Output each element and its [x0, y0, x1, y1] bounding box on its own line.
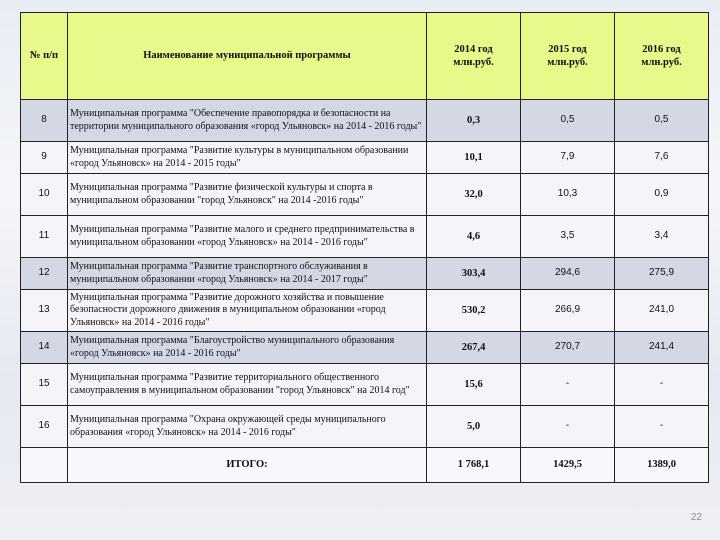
row-num: 10	[21, 174, 68, 216]
row-name: Муниципальная программа "Развитие дорожного хозяйства и повышение безопасности дорожного движения в муниципальном образовании «город Ульяновск» на 2014 - 2016 годы"	[68, 290, 427, 332]
row-value-2016: 275,9	[615, 258, 709, 290]
row-value-2015: 3,5	[521, 216, 615, 258]
table-row	[21, 258, 709, 290]
row-value-2016: 7,6	[615, 142, 709, 174]
row-value-2016: -	[615, 406, 709, 448]
row-value-2015: 7,9	[521, 142, 615, 174]
row-num: 13	[21, 290, 68, 332]
row-name: Муниципальная программа "Развитие физической культуры и спорта в муниципальном образовании "город Ульяновск" на 2014 -2016 годы"	[68, 174, 427, 216]
table-row	[21, 100, 709, 142]
row-value-2014: 32,0	[427, 174, 521, 216]
row-num: 14	[21, 332, 68, 364]
row-num: 15	[21, 364, 68, 406]
total-value-2015: 1429,5	[521, 448, 615, 483]
row-value-2014: 10,1	[427, 142, 521, 174]
row-value-2015: -	[521, 406, 615, 448]
header-num: № п/п	[21, 13, 68, 100]
row-name: Муниципальная программа "Развитие территориального общественного самоуправления в муниципальном образовании "город Ульяновск" на 2014 год"	[68, 364, 427, 406]
row-value-2015: 294,6	[521, 258, 615, 290]
row-value-2015: 0,5	[521, 100, 615, 142]
row-name: Муниципальная программа "Развитие малого и среднего предпринимательства в муниципальном образовании «город Ульяновск» на 2014 - 2016 годы"	[68, 216, 427, 258]
row-value-2014: 4,6	[427, 216, 521, 258]
table-row	[21, 216, 709, 258]
table-header-row	[21, 13, 709, 100]
total-empty-cell	[21, 448, 68, 483]
row-value-2015: 10,3	[521, 174, 615, 216]
row-name: Муниципальная программа "Развитие транспортного обслуживания в муниципальном образовании «город Ульяновск» на 2014 - 2017 годы"	[68, 258, 427, 290]
page-number: 22	[690, 512, 702, 523]
row-value-2014: 5,0	[427, 406, 521, 448]
table-row	[21, 406, 709, 448]
row-value-2016: 241,0	[615, 290, 709, 332]
total-value-2016: 1389,0	[615, 448, 709, 483]
row-name: Муниципальная программа "Обеспечение правопорядка и безопасности на территории муниципального образования «город Ульяновск» на 2014 - 2016 годы"	[68, 100, 427, 142]
table-row	[21, 332, 709, 364]
row-value-2015: -	[521, 364, 615, 406]
row-value-2015: 266,9	[521, 290, 615, 332]
row-num: 12	[21, 258, 68, 290]
total-row	[21, 448, 709, 483]
table-row	[21, 364, 709, 406]
table-row	[21, 290, 709, 332]
total-label: ИТОГО:	[68, 448, 427, 483]
row-value-2016: -	[615, 364, 709, 406]
row-value-2016: 0,9	[615, 174, 709, 216]
header-name: Наименование муниципальной программы	[68, 13, 427, 100]
row-name: Муниципальная программа "Благоустройство муниципального образования «город Ульяновск» на 2014 - 2016 годы"	[68, 332, 427, 364]
row-value-2014: 15,6	[427, 364, 521, 406]
header-2014: 2014 год млн.руб.	[427, 13, 521, 100]
table-row	[21, 142, 709, 174]
header-2015: 2015 год млн.руб.	[521, 13, 615, 100]
header-2016: 2016 год млн.руб.	[615, 13, 709, 100]
row-value-2016: 241,4	[615, 332, 709, 364]
row-num: 8	[21, 100, 68, 142]
programs-table	[20, 12, 709, 483]
row-value-2015: 270,7	[521, 332, 615, 364]
row-num: 16	[21, 406, 68, 448]
row-name: Муниципальная программа "Развитие культуры в муниципальном образовании «город Ульяновск» на 2014 - 2015 годы"	[68, 142, 427, 174]
total-value-2014: 1 768,1	[427, 448, 521, 483]
row-value-2016: 3,4	[615, 216, 709, 258]
row-num: 9	[21, 142, 68, 174]
row-name: Муниципальная программа "Охрана окружающей среды муниципального образования «город Ульяновск» на 2014 - 2016 годы"	[68, 406, 427, 448]
row-num: 11	[21, 216, 68, 258]
row-value-2014: 267,4	[427, 332, 521, 364]
row-value-2016: 0,5	[615, 100, 709, 142]
table-row	[21, 174, 709, 216]
row-value-2014: 530,2	[427, 290, 521, 332]
row-value-2014: 303,4	[427, 258, 521, 290]
row-value-2014: 0,3	[427, 100, 521, 142]
